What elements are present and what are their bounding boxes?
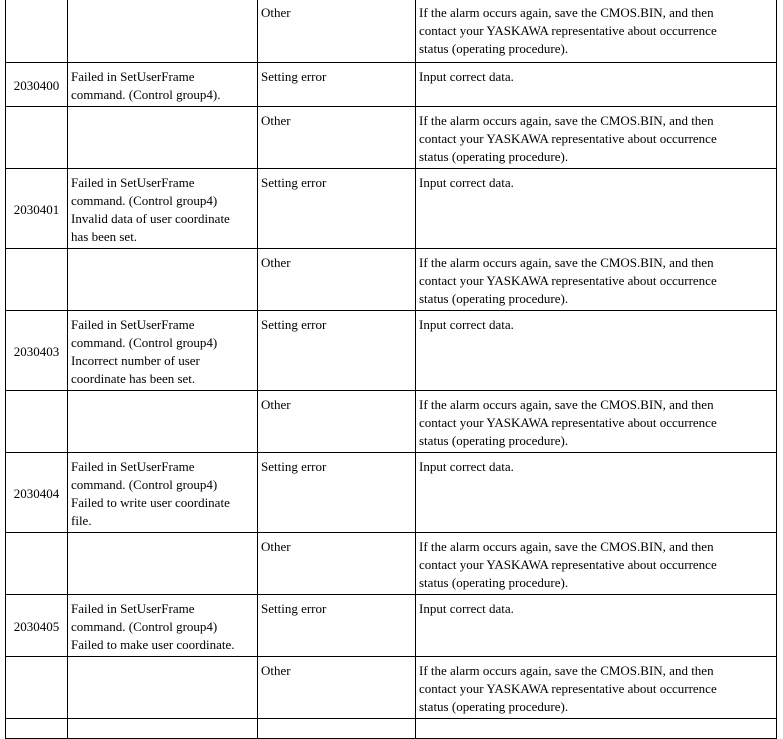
table-row — [6, 657, 777, 719]
description-line: Incorrect number of user — [71, 353, 200, 368]
description-line: has been set. — [71, 229, 138, 244]
description-line: command. (Control group4) — [71, 477, 218, 492]
alarm-cause-cell: Other — [258, 107, 416, 169]
table-row — [6, 63, 777, 107]
alarm-cause-cell: Other — [258, 391, 416, 453]
alarm-remedy-cell — [416, 107, 777, 169]
description-line: Failed in SetUserFrame — [71, 459, 195, 474]
alarm-code-cell — [6, 249, 68, 311]
alarm-cause-cell: Setting error — [258, 453, 416, 533]
alarm-code-cell — [6, 0, 68, 63]
description-line: command. (Control group4) — [71, 619, 218, 634]
alarm-code-cell: 2030403 — [6, 311, 68, 391]
remedy-line: Input correct data. — [419, 69, 514, 84]
alarm-remedy-cell — [416, 311, 777, 391]
table-row — [6, 533, 777, 595]
alarm-cause-cell: Other — [258, 0, 416, 63]
description-line: Failed to make user coordinate. — [71, 637, 235, 652]
description-line: Invalid data of user coordinate — [71, 211, 230, 226]
alarm-code-cell — [6, 391, 68, 453]
alarm-description-cell — [68, 719, 258, 739]
alarm-code-cell: 2030404 — [6, 453, 68, 533]
alarm-description-cell — [68, 657, 258, 719]
alarm-code-cell — [6, 719, 68, 739]
alarm-remedy-cell — [416, 391, 777, 453]
remedy-line: If the alarm occurs again, save the CMOS.BIN, and then — [419, 113, 714, 128]
remedy-line: status (operating procedure). — [419, 433, 569, 448]
alarm-cause-cell — [258, 719, 416, 739]
alarm-description-cell — [68, 0, 258, 63]
description-line: file. — [71, 513, 92, 528]
remedy-line: contact your YASKAWA representative about occurrence — [419, 131, 717, 146]
remedy-line: status (operating procedure). — [419, 575, 569, 590]
alarm-remedy-cell — [416, 719, 777, 739]
remedy-line: contact your YASKAWA representative about occurrence — [419, 681, 717, 696]
description-line: Failed to write user coordinate — [71, 495, 230, 510]
alarm-cause-cell: Other — [258, 657, 416, 719]
alarm-cause-cell: Setting error — [258, 311, 416, 391]
alarm-table-body — [6, 0, 777, 739]
alarm-cause-cell: Other — [258, 249, 416, 311]
remedy-line: status (operating procedure). — [419, 699, 569, 714]
remedy-line: Input correct data. — [419, 601, 514, 616]
alarm-remedy-cell — [416, 657, 777, 719]
alarm-description-cell — [68, 311, 258, 391]
alarm-description-cell — [68, 63, 258, 107]
remedy-line: contact your YASKAWA representative about occurrence — [419, 415, 717, 430]
alarm-remedy-cell — [416, 533, 777, 595]
alarm-description-cell — [68, 391, 258, 453]
remedy-line: If the alarm occurs again, save the CMOS.BIN, and then — [419, 539, 714, 554]
remedy-line: contact your YASKAWA representative about occurrence — [419, 557, 717, 572]
alarm-remedy-cell — [416, 453, 777, 533]
alarm-code-table — [5, 0, 777, 739]
alarm-remedy-cell — [416, 249, 777, 311]
alarm-cause-cell: Other — [258, 533, 416, 595]
alarm-description-cell — [68, 249, 258, 311]
table-row — [6, 595, 777, 657]
description-line: Failed in SetUserFrame — [71, 175, 195, 190]
table-row — [6, 719, 777, 739]
table-row — [6, 0, 777, 63]
table-row — [6, 107, 777, 169]
description-line: Failed in SetUserFrame — [71, 601, 195, 616]
alarm-description-cell — [68, 533, 258, 595]
remedy-line: If the alarm occurs again, save the CMOS.BIN, and then — [419, 5, 714, 20]
alarm-code-cell: 2030400 — [6, 63, 68, 107]
alarm-code-cell — [6, 107, 68, 169]
alarm-cause-cell: Setting error — [258, 63, 416, 107]
remedy-line: If the alarm occurs again, save the CMOS.BIN, and then — [419, 255, 714, 270]
table-row — [6, 249, 777, 311]
alarm-code-cell: 2030405 — [6, 595, 68, 657]
alarm-cause-cell: Setting error — [258, 169, 416, 249]
alarm-remedy-cell — [416, 169, 777, 249]
alarm-code-cell — [6, 657, 68, 719]
description-line: Failed in SetUserFrame — [71, 69, 195, 84]
remedy-line: Input correct data. — [419, 175, 514, 190]
alarm-code-cell — [6, 533, 68, 595]
remedy-line: contact your YASKAWA representative about occurrence — [419, 273, 717, 288]
table-row — [6, 453, 777, 533]
remedy-line: Input correct data. — [419, 459, 514, 474]
description-line: Failed in SetUserFrame — [71, 317, 195, 332]
remedy-line: status (operating procedure). — [419, 41, 569, 56]
alarm-description-cell — [68, 595, 258, 657]
alarm-description-cell — [68, 107, 258, 169]
remedy-line: status (operating procedure). — [419, 291, 569, 306]
remedy-line: If the alarm occurs again, save the CMOS.BIN, and then — [419, 397, 714, 412]
alarm-code-cell: 2030401 — [6, 169, 68, 249]
alarm-cause-cell: Setting error — [258, 595, 416, 657]
remedy-line: contact your YASKAWA representative about occurrence — [419, 23, 717, 38]
table-row — [6, 311, 777, 391]
remedy-line: Input correct data. — [419, 317, 514, 332]
description-line: command. (Control group4) — [71, 193, 218, 208]
table-row — [6, 169, 777, 249]
description-line: command. (Control group4). — [71, 87, 221, 102]
alarm-description-cell — [68, 453, 258, 533]
description-line: coordinate has been set. — [71, 371, 196, 386]
remedy-line: If the alarm occurs again, save the CMOS.BIN, and then — [419, 663, 714, 678]
alarm-remedy-cell — [416, 0, 777, 63]
alarm-remedy-cell — [416, 63, 777, 107]
description-line: command. (Control group4) — [71, 335, 218, 350]
alarm-description-cell — [68, 169, 258, 249]
table-row — [6, 391, 777, 453]
remedy-line: status (operating procedure). — [419, 149, 569, 164]
alarm-remedy-cell — [416, 595, 777, 657]
